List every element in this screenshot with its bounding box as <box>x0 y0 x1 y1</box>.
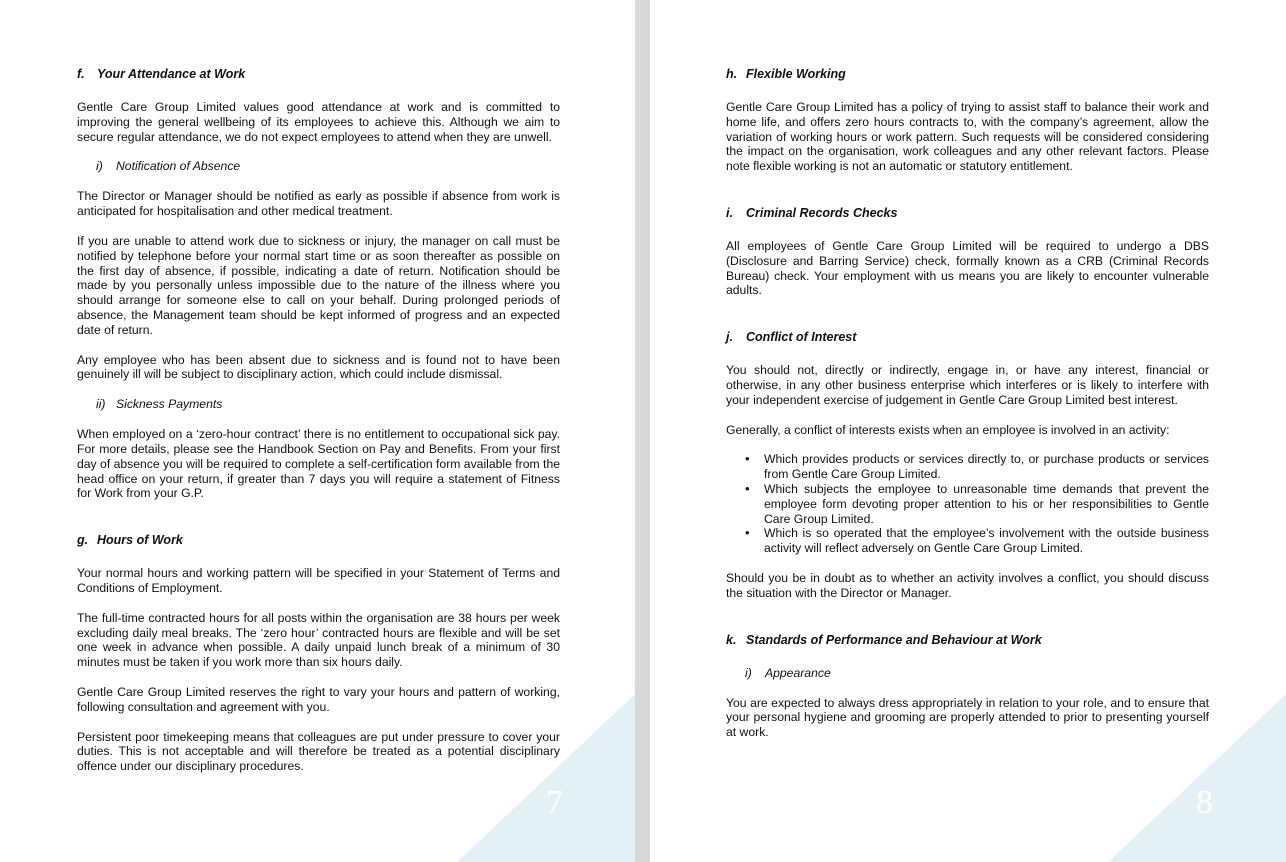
paragraph: The Director or Manager should be notified as early as possible if absence from work is anticipated for hospitalisation and other medical treatment. <box>77 189 560 219</box>
paragraph: Gentle Care Group Limited values good attendance at work and is committed to improving the general wellbeing of its employees to achieve this. Although we aim to secure regular attendance, we do not expect employees to attend when they are unwell. <box>77 100 560 144</box>
subheading-sickness-payments <box>96 397 560 412</box>
section-letter: g. <box>77 533 89 548</box>
subheading-notification-of-absence <box>96 159 560 174</box>
section-heading-hours-of-work <box>77 533 560 548</box>
page-number: 7 <box>546 784 563 821</box>
paragraph: Gentle Care Group Limited reserves the right to vary your hours and pattern of working, following consultation and agreement with you. <box>77 684 560 714</box>
document-page-8 <box>650 0 1286 862</box>
subheading-title: Sickness Payments <box>116 397 223 412</box>
section-title: Criminal Records Checks <box>746 205 898 220</box>
page-content <box>726 67 1209 755</box>
paragraph: All employees of Gentle Care Group Limited will be required to undergo a DBS (Disclosure and Barring Service) check, formally known as a CRB (Criminal Records Bureau) check. Your employment with us means you are likely to encounter vulnerable adults. <box>726 238 1209 298</box>
paragraph: Should you be in doubt as to whether an activity involves a conflict, you should discuss the situation with the Director or Manager. <box>726 570 1209 600</box>
section-title: Conflict of Interest <box>746 330 857 345</box>
section-heading-conflict-of-interest <box>726 330 1209 345</box>
list-item: • Which is so operated that the employee’s involvement with the outside business activity will reflect adversely on Gentle Care Group Limited. <box>764 526 1209 556</box>
paragraph: Your normal hours and working pattern will be specified in your Statement of Terms and Conditions of Employment. <box>77 566 560 595</box>
paragraph: The full-time contracted hours for all posts within the organisation are 38 hours per week excluding daily meal breaks. The ‘zero hour’ contracted hours are flexible and will be set one week in advance when possible. A daily unpaid lunch break of a minimum of 30 minutes must be taken if you work more than six hours daily. <box>77 610 560 670</box>
page-number: 8 <box>1196 784 1213 821</box>
section-letter: i. <box>726 205 733 220</box>
paragraph: Any employee who has been absent due to sickness and is found not to have been genuinely ill will be subject to disciplinary action, which could include dismissal. <box>77 352 560 382</box>
page-content <box>77 67 560 789</box>
section-letter: j. <box>726 330 733 345</box>
list-item: • Which provides products or services directly to, or purchase products or services from Gentle Care Group Limited. <box>764 452 1209 482</box>
paragraph: Gentle Care Group Limited has a policy of trying to assist staff to balance their work and home life, and offers zero hours contracts to, with the company’s agreement, allow the variation of working hours or work pattern. Such requests will be considered considering the impact on the organisation, work colleagues and any other relevant factors. Please note flexible working is not an automatic or statutory entitlement. <box>726 100 1209 174</box>
section-letter: f. <box>77 67 85 81</box>
subheading-appearance <box>745 666 1209 681</box>
paragraph: When employed on a ‘zero-hour contract’ there is no entitlement to occupational sick pay. For more details, please see the Handbook Section on Pay and Benefits. From your first day of absence you will be required to complete a self-certification form available from the head office on your return, if greater than 7 days you will require a statement of Fitness for Work from your G.P. <box>77 427 561 501</box>
section-heading-attendance <box>77 67 560 82</box>
paragraph: Generally, a conflict of interests exists when an employee is involved in an activity: <box>726 422 1170 437</box>
subheading-title: Notification of Absence <box>116 159 241 174</box>
section-title: Hours of Work <box>97 533 183 548</box>
section-letter: h. <box>726 67 738 81</box>
section-letter: k. <box>726 632 737 647</box>
paragraph: Persistent poor timekeeping means that colleagues are put under pressure to cover your duties. This is not acceptable and will therefore be treated as a potential disciplinary offence under our disciplinary procedures. <box>77 729 560 774</box>
section-heading-flexible-working <box>726 67 1209 82</box>
section-heading-criminal-records-checks <box>726 206 1209 221</box>
section-title: Your Attendance at Work <box>97 67 246 81</box>
bullet-list <box>726 452 1209 556</box>
document-page-7 <box>0 0 635 862</box>
list-item: • Which subjects the employee to unreasonable time demands that prevent the employee form devoting proper attention to his or her responsibilities to Gentle Care Group Limited. <box>764 482 1209 526</box>
paragraph: If you are unable to attend work due to sickness or injury, the manager on call must be notified by telephone before your normal start time or as soon thereafter as possible on the first day of absence, if possible, indicating a date of return. Notification should be made by you personally unless impossible due to the nature of the illness where you should arrange for someone else to call on your behalf. During prolonged periods of absence, the Management team should be kept informed of progress and an expected date of return. <box>77 233 560 337</box>
subheading-number: i) <box>745 665 752 680</box>
paragraph: You should not, directly or indirectly, engage in, or have any interest, financial or otherwise, in any other business enterprise which interferes or is likely to interfere with your independent exercise of judgement in Gentle Care Group Limited best interest. <box>726 363 1209 407</box>
section-title: Standards of Performance and Behaviour at Work <box>746 632 1042 647</box>
subheading-number: i) <box>96 159 103 174</box>
subheading-title: Appearance <box>765 665 831 680</box>
section-heading-standards-of-performance <box>726 633 1209 648</box>
section-title: Flexible Working <box>746 67 846 81</box>
subheading-number: ii) <box>96 397 106 412</box>
paragraph: You are expected to always dress appropriately in relation to your role, and to ensure that your personal hygiene and grooming are properly attended to prior to presenting yourself at work. <box>726 695 1209 740</box>
